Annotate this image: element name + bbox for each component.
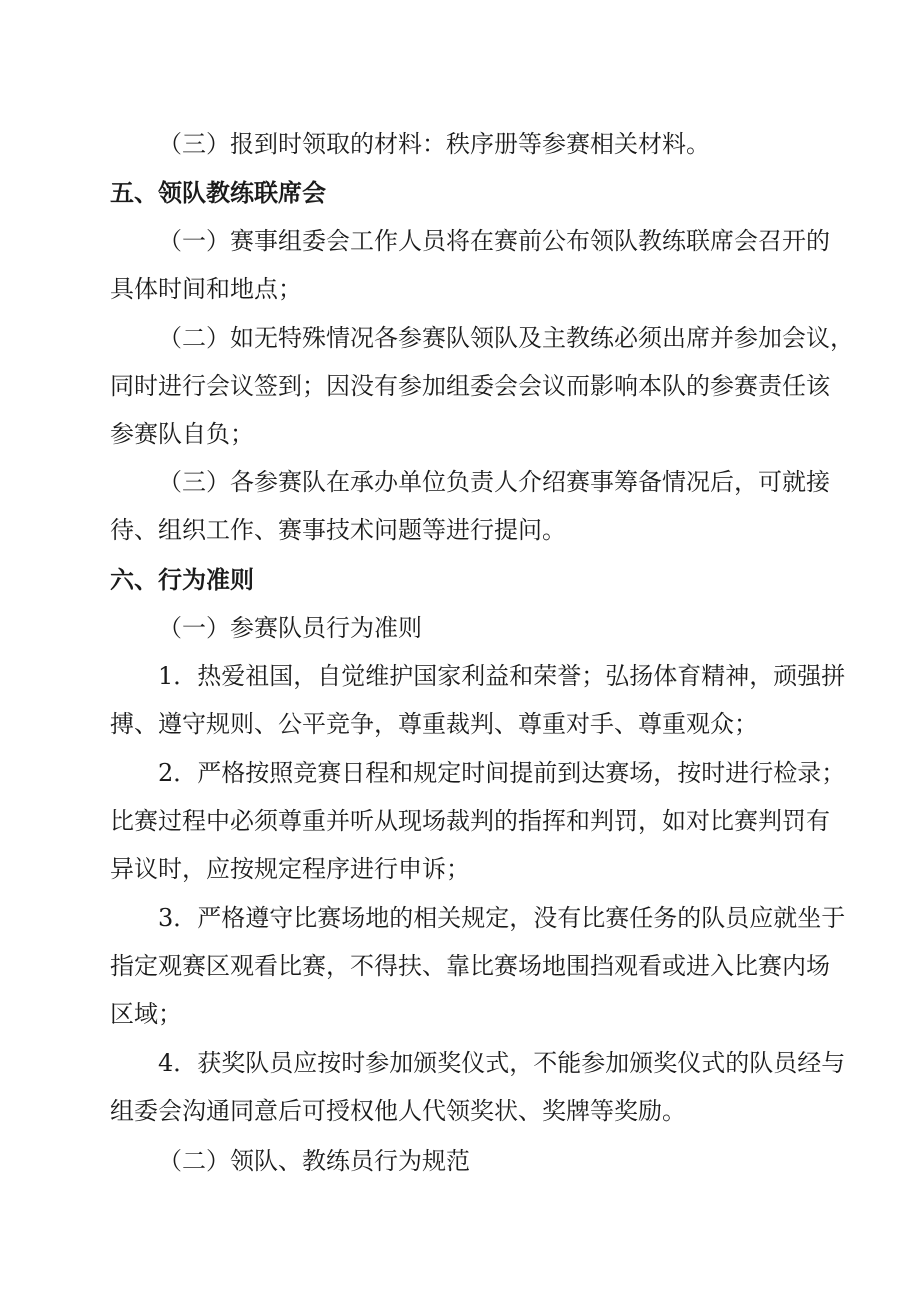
paragraph-line: 具体时间和地点；: [110, 275, 302, 303]
list-item-line: 1．热爱祖国，自觉维护国家利益和荣誉；弘扬体育精神，顽强拼: [158, 662, 846, 690]
list-item-line: 搏、遵守规则、公平竞争，尊重裁判、尊重对手、尊重观众；: [110, 710, 758, 738]
list-item-line: 区域；: [110, 1000, 182, 1028]
subsection-heading: （二）领队、教练员行为规范: [158, 1147, 470, 1175]
paragraph-line: 同时进行会议签到；因没有参加组委会会议而影响本队的参赛责任该: [110, 372, 830, 400]
list-item-line: 比赛过程中必须尊重并听从现场裁判的指挥和判罚，如对比赛判罚有: [110, 807, 830, 835]
paragraph-line: 参赛队自负；: [110, 420, 254, 448]
paragraph-line: 待、组织工作、赛事技术问题等进行提问。: [110, 516, 566, 544]
section-heading-6: 六、行为准则: [110, 565, 254, 594]
section-heading-5: 五、领队教练联席会: [110, 178, 326, 207]
list-item-line: 指定观赛区观看比赛，不得扶、靠比赛场地围挡观看或进入比赛内场: [110, 952, 830, 980]
subsection-heading: （一）参赛队员行为准则: [158, 614, 422, 642]
paragraph-line: （一）赛事组委会工作人员将在赛前公布领队教练联席会召开的: [158, 227, 830, 255]
list-item-line: 4．获奖队员应按时参加颁奖仪式，不能参加颁奖仪式的队员经与: [158, 1049, 846, 1077]
list-item-line: 2．严格按照竞赛日程和规定时间提前到达赛场，按时进行检录；: [158, 759, 846, 787]
paragraph-materials: （三）报到时领取的材料：秩序册等参赛相关材料。: [158, 130, 710, 158]
list-item-line: 异议时，应按规定程序进行申诉；: [110, 855, 470, 883]
paragraph-line: （三）各参赛队在承办单位负责人介绍赛事筹备情况后，可就接: [158, 468, 830, 496]
list-item-line: 组委会沟通同意后可授权他人代领奖状、奖牌等奖励。: [110, 1097, 686, 1125]
paragraph-line: （二）如无特殊情况各参赛队领队及主教练必须出席并参加会议，: [158, 324, 854, 352]
list-item-line: 3．严格遵守比赛场地的相关规定，没有比赛任务的队员应就坐于: [158, 904, 846, 932]
